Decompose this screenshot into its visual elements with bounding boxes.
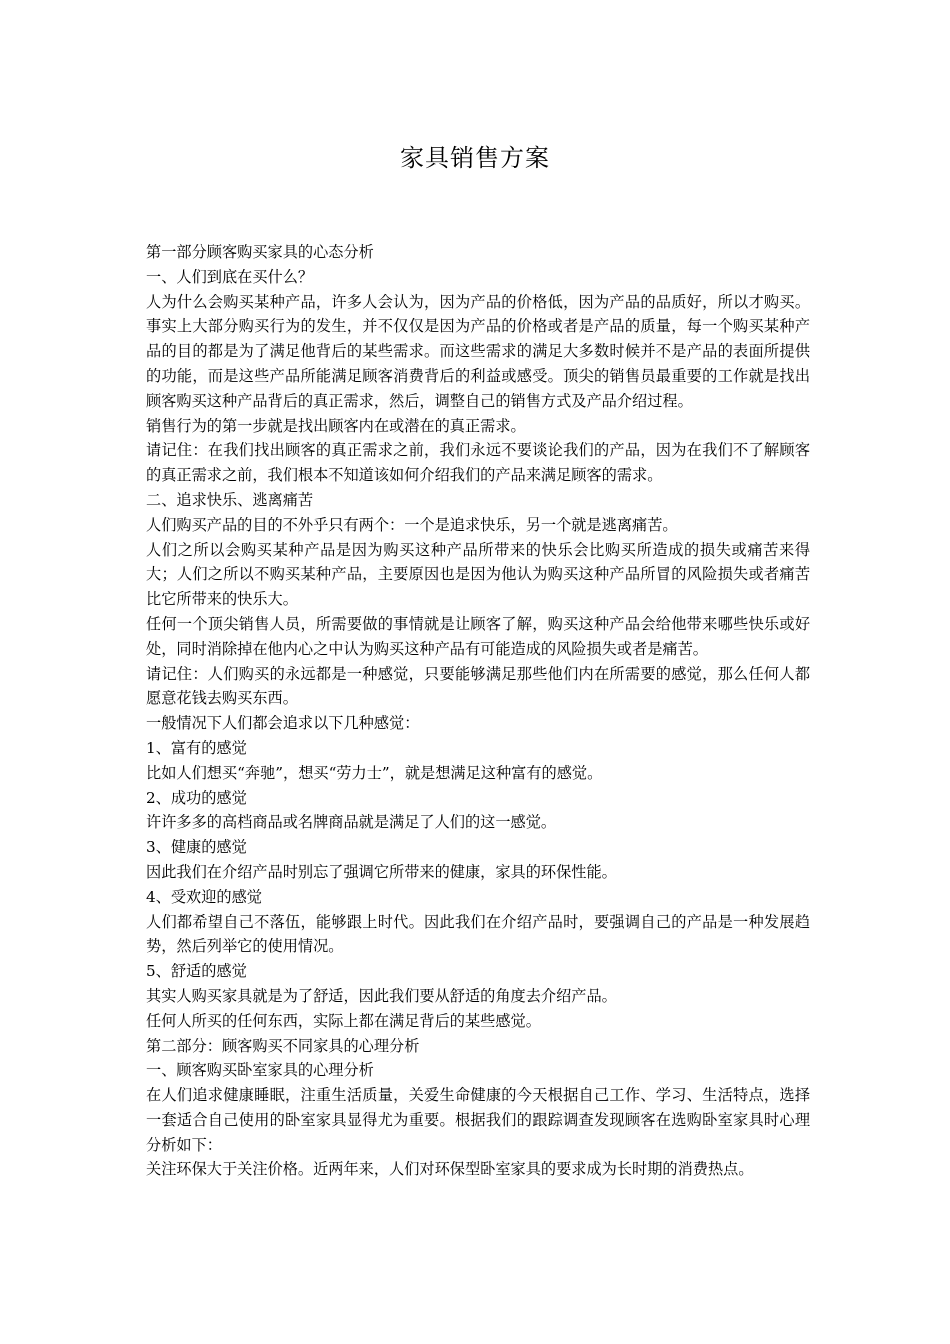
list-heading-comfort: 5、舒适的感觉 (146, 962, 247, 981)
document-title: 家具销售方案 (400, 144, 550, 172)
section-heading-part-two: 第二部分：顾客购买不同家具的心理分析 (146, 1036, 420, 1055)
document-body (146, 240, 810, 1182)
paragraph: 关注环保大于关注价格。近两年来，人们对环保型卧室家具的要求成为长时期的消费热点。 (146, 1160, 754, 1179)
list-heading-success: 2、成功的感觉 (146, 788, 247, 807)
paragraph: 人们购买产品的目的不外乎只有两个：一个是追求快乐，另一个就是逃离痛苦。 (146, 515, 678, 534)
paragraph: 任何人所买的任何东西，实际上都在满足背后的某些感觉。 (146, 1011, 541, 1030)
paragraph: 其实人购买家具就是为了舒适，因此我们要从舒适的角度去介绍产品。 (146, 986, 617, 1005)
paragraph: 人们都希望自己不落伍，能够跟上时代。因此我们在介绍产品时，要强调自己的产品是一种发展趋势，然后列举它的使用情况。 (146, 912, 810, 956)
subheading-bedroom-furniture: 一、顾客购买卧室家具的心理分析 (146, 1061, 374, 1080)
paragraph: 人为什么会购买某种产品，许多人会认为，因为产品的价格低，因为产品的品质好，所以才购买。事实上大部分购买行为的发生，并不仅仅是因为产品的价格或者是产品的质量，每一个购买某种产品的目的都是为了满足他背后的某些需求。而这些需求的满足大多数时候并不是产品的表面所提供的功能，而是这些产品所能满足顾客消费背后的利益或感受。顶尖的销售员最重要的工作就是找出顾客购买这种产品背后的真正需求，然后，调整自己的销售方式及产品介绍过程。 (146, 292, 810, 410)
paragraph: 销售行为的第一步就是找出顾客内在或潜在的真正需求。 (146, 416, 526, 435)
paragraph: 许许多多的高档商品或名牌商品就是满足了人们的这一感觉。 (146, 813, 557, 832)
paragraph: 请记住：在我们找出顾客的真正需求之前，我们永远不要谈论我们的产品，因为在我们不了解顾客的真正需求之前，我们根本不知道该如何介绍我们的产品来满足顾客的需求。 (146, 441, 810, 485)
section-heading-part-one: 第一部分顾客购买家具的心态分析 (146, 243, 374, 261)
list-heading-popular: 4、受欢迎的感觉 (146, 887, 262, 906)
paragraph: 比如人们想买“奔驰”，想买“劳力士”，就是想满足这种富有的感觉。 (146, 763, 603, 782)
paragraph: 请记住：人们购买的永远都是一种感觉，只要能够满足那些他们内在所需要的感觉，那么任何人都愿意花钱去购买东西。 (146, 664, 810, 708)
paragraph: 因此我们在介绍产品时别忘了强调它所带来的健康，家具的环保性能。 (146, 862, 617, 881)
subheading-pursue-pleasure: 二、追求快乐、逃离痛苦 (146, 490, 314, 509)
paragraph: 一般情况下人们都会追求以下几种感觉： (146, 714, 420, 733)
paragraph: 在人们追求健康睡眠，注重生活质量，关爱生命健康的今天根据自己工作、学习、生活特点，选择一套适合自己使用的卧室家具显得尤为重要。根据我们的跟踪调查发现顾客在选购卧室家具时心理分析如下： (146, 1086, 810, 1154)
subheading-what-people-buy: 一、人们到底在买什么？ (146, 267, 314, 286)
paragraph: 人们之所以会购买某种产品是因为购买这种产品所带来的快乐会比购买所造成的损失或痛苦来得大；人们之所以不购买某种产品，主要原因也是因为他认为购买这种产品所冒的风险损失或者痛苦比它所带来的快乐大。 (146, 540, 810, 609)
list-heading-health: 3、健康的感觉 (146, 838, 247, 857)
paragraph: 任何一个顶尖销售人员，所需要做的事情就是让顾客了解，购买这种产品会给他带来哪些快乐或好处，同时消除掉在他内心之中认为购买这种产品有可能造成的风险损失或者是痛苦。 (146, 614, 810, 658)
list-heading-wealth: 1、富有的感觉 (146, 738, 247, 757)
